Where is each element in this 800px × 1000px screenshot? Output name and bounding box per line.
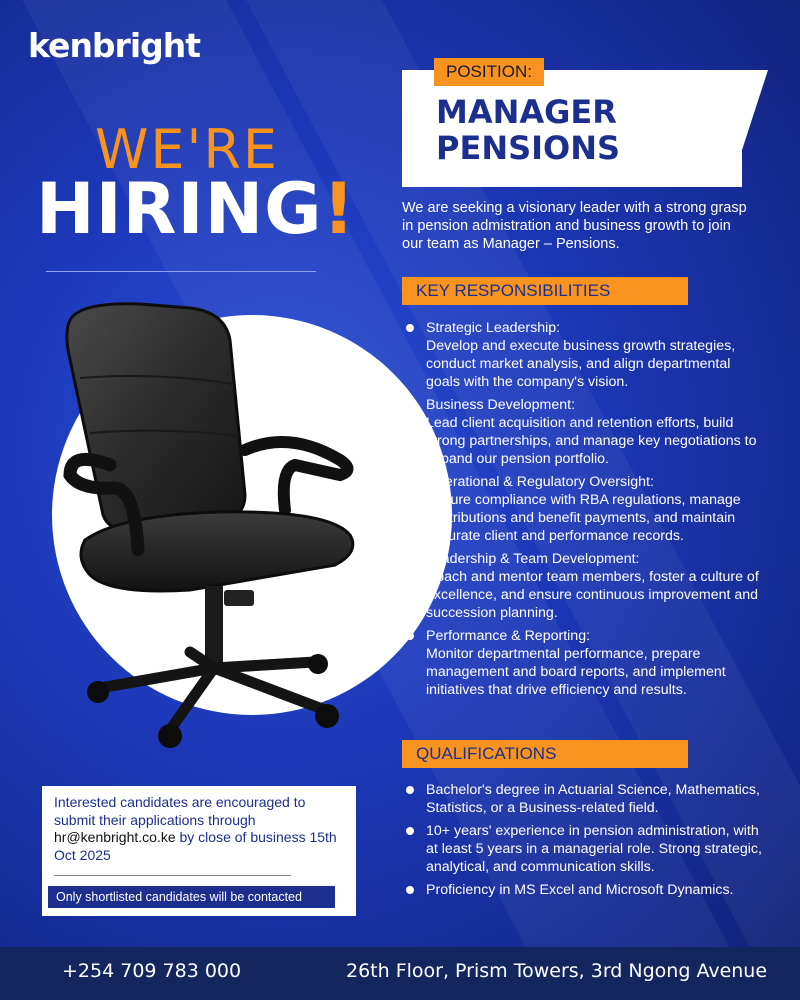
footer-address: 26th Floor, Prism Towers, 3rd Ngong Avenue	[346, 960, 768, 982]
bullet-icon	[406, 401, 414, 409]
position-card-tail	[730, 70, 768, 187]
headline-hiring	[36, 168, 356, 250]
responsibility-text: Coach and mentor team members, foster a culture of excellence, and ensure continuous improvement and succession planning.	[426, 569, 759, 621]
headline-exclamation: !	[322, 168, 356, 250]
bullet-icon	[406, 478, 414, 486]
position-title	[436, 94, 620, 166]
list-item	[402, 781, 762, 817]
bullet-icon	[406, 324, 414, 332]
list-item	[402, 881, 762, 899]
kenbright-logo: kenbright	[28, 26, 201, 65]
responsibility-title: Business Development:	[426, 397, 576, 413]
headline-divider	[46, 271, 316, 272]
list-item	[402, 627, 762, 699]
bullet-icon	[406, 827, 414, 835]
responsibility-text: Lead client acquisition and retention efforts, build strong partnerships, and manage key negotiations to expand our pension portfolio.	[426, 415, 757, 467]
responsibility-text: Monitor departmental performance, prepare management and board reports, and implement initiatives that drive efficiency and results.	[426, 646, 726, 698]
responsibility-title: Performance & Reporting:	[426, 628, 591, 644]
qualification-text: 10+ years' experience in pension administration, with at least 5 years in a managerial role. Strong strategic, analytical, and communication skills.	[426, 823, 762, 875]
intro-text: We are seeking a visionary leader with a strong grasp in pension admistration and business growth to join our team as Manager – Pensions.	[402, 200, 747, 252]
application-text	[54, 794, 344, 864]
list-item	[402, 550, 762, 622]
qualifications-heading: QUALIFICATIONS	[402, 740, 688, 768]
list-item	[402, 473, 762, 545]
application-intro: Interested candidates are encouraged to submit their applications through	[54, 794, 306, 828]
responsibility-title: Operational & Regulatory Oversight:	[426, 474, 654, 490]
office-chair-image	[40, 290, 380, 760]
responsibility-text: Develop and execute business growth strategies, conduct market analysis, and align departmental goals with the company's vision.	[426, 338, 736, 390]
responsibility-title: Strategic Leadership:	[426, 320, 561, 336]
responsibilities-heading: KEY RESPONSIBILITIES	[402, 277, 688, 305]
application-email-link[interactable]: hr@kenbright.co.ke	[54, 829, 176, 845]
position-title-line1: MANAGER	[436, 93, 617, 131]
bullet-icon	[406, 632, 414, 640]
bullet-icon	[406, 786, 414, 794]
qualification-text: Bachelor's degree in Actuarial Science, Mathematics, Statistics, or a Business-related field.	[426, 782, 760, 816]
application-deadline: by close of business 15th Oct 2025	[54, 829, 337, 863]
responsibilities-list	[402, 319, 762, 704]
qualification-text: Proficiency in MS Excel and Microsoft Dynamics.	[426, 882, 734, 898]
footer-phone: +254 709 783 000	[62, 960, 242, 982]
application-divider	[54, 875, 291, 876]
bullet-icon	[406, 555, 414, 563]
list-item	[402, 822, 762, 876]
headline-were: WE'RE	[95, 118, 279, 181]
position-label: POSITION:	[434, 58, 544, 86]
bullet-icon	[406, 886, 414, 894]
shortlist-note: Only shortlisted candidates will be contacted	[48, 886, 335, 908]
qualifications-list	[402, 781, 762, 904]
position-title-line2: PENSIONS	[436, 129, 621, 167]
headline-hiring-word: HIRING	[36, 168, 323, 250]
list-item	[402, 319, 762, 391]
responsibility-title: Leadership & Team Development:	[426, 551, 640, 567]
responsibility-text: Ensure compliance with RBA regulations, manage contributions and benefit payments, and maintain accurate client and performance records.	[426, 492, 741, 544]
list-item	[402, 396, 762, 468]
